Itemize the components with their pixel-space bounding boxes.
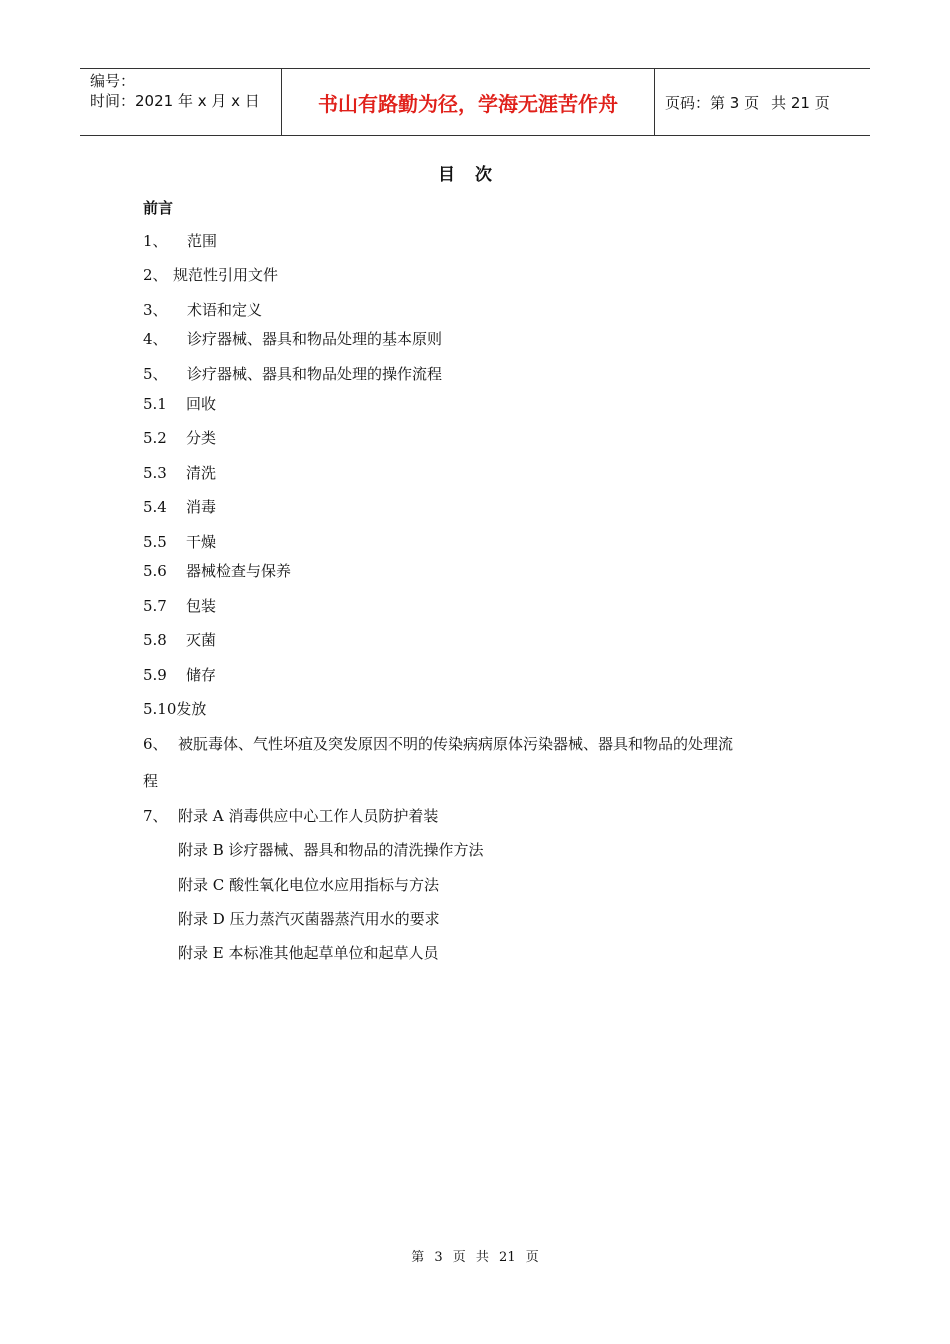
toc-item-text: 器械检查与保养 xyxy=(186,562,292,580)
toc-item[interactable] xyxy=(143,329,442,349)
toc-item-text: 被朊毒体、气性坏疽及突发原因不明的传染病病原体污染器械、器具和物品的处理流 xyxy=(178,735,734,753)
toc-item-text: 分类 xyxy=(186,429,217,447)
toc-item-text: 术语和定义 xyxy=(187,301,263,319)
toc-item-text: 规范性引用文件 xyxy=(173,266,279,284)
toc-item[interactable] xyxy=(143,596,216,616)
doc-time-label: 时间：2021 年 x 月 x 日 xyxy=(90,92,260,110)
toc-item[interactable] xyxy=(143,497,216,517)
toc-item[interactable] xyxy=(143,665,216,685)
header-motto: 书山有路勤为径，学海无涯苦作舟 xyxy=(282,69,655,135)
toc-item[interactable] xyxy=(143,806,438,826)
toc-item-number: 5.10 xyxy=(143,700,177,718)
toc-item-text: 附录 E 本标准其他起草单位和起草人员 xyxy=(178,944,439,962)
toc-item-number: 5.5 xyxy=(143,533,167,551)
toc-item-text: 诊疗器械、器具和物品处理的基本原则 xyxy=(187,330,443,348)
toc-item[interactable] xyxy=(178,909,440,929)
toc-item-number: 7、 xyxy=(143,807,168,825)
toc-item[interactable] xyxy=(143,630,216,650)
toc-item-text: 发放 xyxy=(176,700,207,718)
toc-item[interactable] xyxy=(143,428,216,448)
toc-item[interactable] xyxy=(143,734,733,754)
toc-item-text: 范围 xyxy=(187,232,218,250)
toc-item[interactable] xyxy=(143,394,216,414)
toc-item-text: 附录 A 消毒供应中心工作人员防护着装 xyxy=(178,807,439,825)
toc-item-number: 4、 xyxy=(143,330,168,348)
toc-item[interactable] xyxy=(143,231,217,251)
header-meta xyxy=(80,69,282,135)
toc-item-text: 附录 D 压力蒸汽灭菌器蒸汽用水的要求 xyxy=(178,910,440,928)
toc-item-text: 储存 xyxy=(186,666,217,684)
toc-item-number: 6、 xyxy=(143,735,168,753)
toc-item-number: 5、 xyxy=(143,365,168,383)
toc-item[interactable] xyxy=(143,561,291,581)
toc-item-number: 5.7 xyxy=(143,597,167,615)
toc-item[interactable] xyxy=(143,364,442,384)
toc-item-number: 5.9 xyxy=(143,666,167,684)
toc-item-number: 3、 xyxy=(143,301,168,319)
toc-item-number: 5.8 xyxy=(143,631,167,649)
toc-item-text: 程 xyxy=(143,772,159,790)
page-footer: 第 3 页 共 21 页 xyxy=(411,1250,539,1265)
header-page-total: 共 21 页 xyxy=(771,93,830,112)
toc-title: 目次 xyxy=(438,165,512,185)
toc-item-text: 回收 xyxy=(186,395,217,413)
page-header xyxy=(80,68,870,136)
toc-item-number: 5.4 xyxy=(143,498,167,516)
toc-item[interactable] xyxy=(143,265,278,285)
toc-item-number: 5.6 xyxy=(143,562,167,580)
toc-item-text: 清洗 xyxy=(186,464,217,482)
doc-code-label: 编号： xyxy=(90,72,136,90)
toc-item-number: 1、 xyxy=(143,232,168,250)
toc-item[interactable] xyxy=(143,699,206,719)
toc-item-text: 包装 xyxy=(186,597,217,615)
toc-item[interactable] xyxy=(143,532,216,552)
toc-item[interactable] xyxy=(143,300,262,320)
toc-preface[interactable]: 前言 xyxy=(143,199,174,217)
toc-item-text: 诊疗器械、器具和物品处理的操作流程 xyxy=(187,365,443,383)
toc-item[interactable] xyxy=(178,840,484,860)
toc-item-text: 附录 B 诊疗器械、器具和物品的清洗操作方法 xyxy=(178,841,484,859)
toc-item-number: 5.2 xyxy=(143,429,167,447)
header-page-info xyxy=(655,69,870,135)
toc-item[interactable] xyxy=(178,943,439,963)
toc-item[interactable] xyxy=(143,463,216,483)
toc-item-text: 灭菌 xyxy=(186,631,217,649)
toc-item-number: 5.1 xyxy=(143,395,167,413)
header-page-number: 页码：第 3 页 xyxy=(665,93,760,112)
toc-item[interactable] xyxy=(178,875,439,895)
toc-item-text: 消毒 xyxy=(186,498,217,516)
toc-item-text: 干燥 xyxy=(186,533,217,551)
toc-item-continuation[interactable] xyxy=(143,771,158,791)
toc-item-number: 5.3 xyxy=(143,464,167,482)
toc-item-text: 附录 C 酸性氧化电位水应用指标与方法 xyxy=(178,876,440,894)
toc-item-number: 2、 xyxy=(143,266,168,284)
